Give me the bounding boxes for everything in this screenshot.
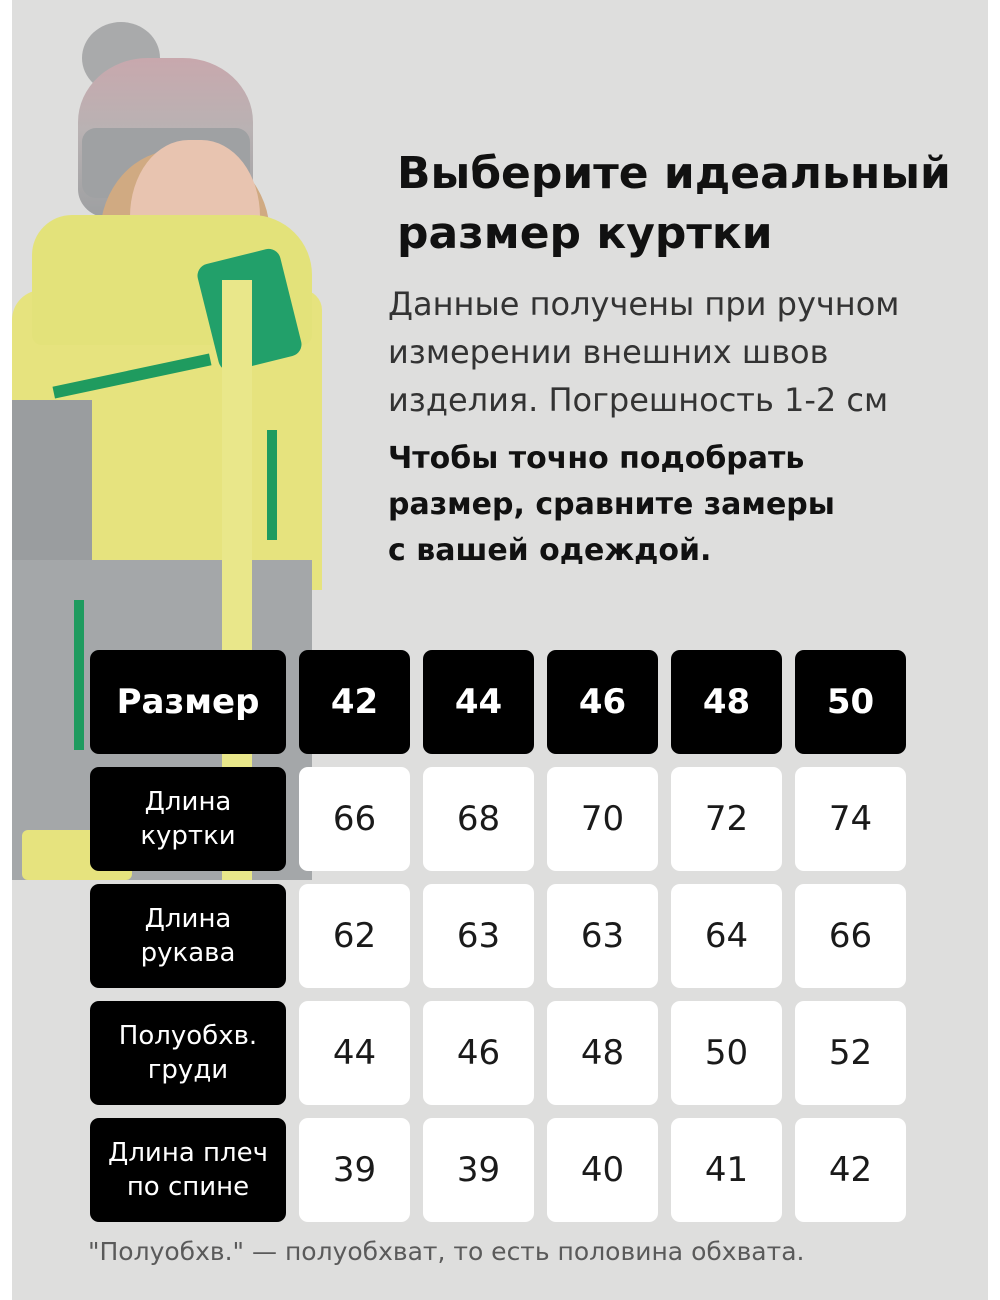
size-chart-banner xyxy=(12,0,988,1300)
table-cell: 41 xyxy=(671,1118,782,1222)
callout-line-2: размер, сравните замеры xyxy=(388,487,835,522)
title-line-1: Выберите идеальный xyxy=(397,148,951,199)
table-cell: 50 xyxy=(671,1001,782,1105)
table-cell: 66 xyxy=(299,767,410,871)
table-cell: 68 xyxy=(423,767,534,871)
table-cell: 48 xyxy=(547,1001,658,1105)
size-header-46: 46 xyxy=(547,650,658,754)
table-cell: 66 xyxy=(795,884,906,988)
title-line-2: размер куртки xyxy=(397,208,773,259)
table-cell: 63 xyxy=(423,884,534,988)
subtitle-line-3: изделия. Погрешность 1-2 см xyxy=(388,381,889,419)
table-cell: 39 xyxy=(299,1118,410,1222)
table-cell: 42 xyxy=(795,1118,906,1222)
jacket-side-pocket xyxy=(74,600,84,750)
table-cell: 52 xyxy=(795,1001,906,1105)
table-cell: 62 xyxy=(299,884,410,988)
size-header-48: 48 xyxy=(671,650,782,754)
table-cell: 72 xyxy=(671,767,782,871)
size-header-44: 44 xyxy=(423,650,534,754)
row-label-half-chest: Полуобхв. груди xyxy=(90,1001,286,1105)
size-header-50: 50 xyxy=(795,650,906,754)
measurement-note xyxy=(388,280,948,424)
size-table xyxy=(90,650,906,1222)
table-cell: 63 xyxy=(547,884,658,988)
table-cell: 46 xyxy=(423,1001,534,1105)
callout-line-1: Чтобы точно подобрать xyxy=(388,441,805,476)
table-cell: 64 xyxy=(671,884,782,988)
table-cell: 40 xyxy=(547,1118,658,1222)
jacket-chest-pocket xyxy=(267,430,277,540)
row-label-sleeve-length: Длина рукава xyxy=(90,884,286,988)
size-header-42: 42 xyxy=(299,650,410,754)
footnote: "Полуобхв." — полуобхват, то есть половина обхвата. xyxy=(88,1237,805,1266)
row-label-jacket-length: Длина куртки xyxy=(90,767,286,871)
header-size-label: Размер xyxy=(90,650,286,754)
subtitle-line-1: Данные получены при ручном xyxy=(388,285,900,323)
callout-line-3: с вашей одеждой. xyxy=(388,533,712,568)
fit-advice xyxy=(388,436,948,574)
table-cell: 39 xyxy=(423,1118,534,1222)
table-cell: 70 xyxy=(547,767,658,871)
page-title xyxy=(397,144,957,264)
subtitle-line-2: измерении внешних швов xyxy=(388,333,829,371)
table-cell: 44 xyxy=(299,1001,410,1105)
table-cell: 74 xyxy=(795,767,906,871)
row-label-shoulder-length: Длина плеч по спине xyxy=(90,1118,286,1222)
